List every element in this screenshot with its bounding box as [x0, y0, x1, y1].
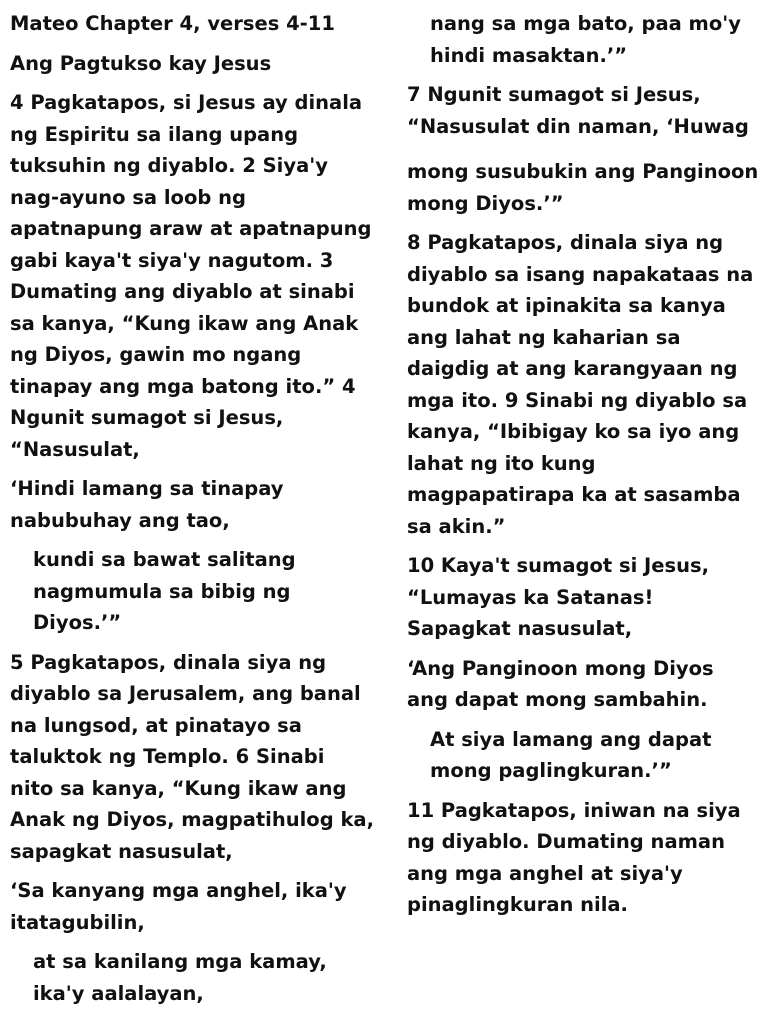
scripture-quote-line: ‘Ang Panginoon mong Diyos ang dapat mong sambahin.: [407, 656, 714, 711]
scripture-quote-line: nang sa mga bato, paa mo'y hindi masaktan.’”: [430, 12, 741, 67]
verse-paragraph: 5 Pagkatapos, dinala siya ng diyablo sa Jerusalem, ang banal na lungsod, at pinatayo sa taluktok ng Templo. 6 Sinabi nito sa kanya, “Kung ikaw ang Anak ng Diyos, magpatihulog ka, sapagkat nasusulat,: [10, 650, 374, 863]
left-text-column: [10, 8, 374, 1017]
verse-paragraph: 11 Pagkatapos, iniwan na siya ng diyablo. Dumating naman ang mga anghel at siya'y pinaglingkuran nila.: [407, 798, 741, 916]
section-heading: Ang Pagtukso kay Jesus: [10, 51, 272, 75]
verse-paragraph: 8 Pagkatapos, dinala siya ng diyablo sa isang napakataas na bundok at ipinakita sa kanya ang lahat ng kaharian sa daigdig at ang karangyaan ng mga ito. 9 Sinabi ng diyablo sa kanya, “Ibibigay ko sa iyo ang lahat ng ito kung magpapatirapa ka at sasamba sa akin.”: [407, 231, 754, 538]
verse-paragraph: 10 Kaya't sumagot si Jesus, “Lumayas ka Satanas! Sapagkat nasusulat,: [407, 554, 710, 640]
document-title: Mateo Chapter 4, verses 4-11: [10, 12, 335, 35]
right-text-column: [407, 8, 759, 929]
scripture-quote-line: At siya lamang ang dapat mong paglingkuran.’”: [430, 727, 712, 782]
scripture-quote-line: ‘Sa kanyang mga anghel, ika'y itatagubilin,: [10, 879, 347, 934]
verse-paragraph: mong susubukin ang Panginoon mong Diyos.’”: [407, 160, 759, 215]
verse-paragraph: 4 Pagkatapos, si Jesus ay dinala ng Espiritu sa ilang upang tuksuhin ng diyablo. 2 Siya'y nag-ayuno sa loob ng apatnapung araw at apatnapung gabi kaya't siya'y nagutom. 3 Dumating ang diyablo at sinabi sa kanya, “Kung ikaw ang Anak ng Diyos, gawin mo ngang tinapay ang mga batong ito.” 4 Ngunit sumagot si Jesus, “Nasusulat,: [10, 91, 372, 461]
scripture-quote-line: at sa kanilang mga kamay, ika'y aalalayan,: [33, 950, 327, 1005]
scripture-quote-line: kundi sa bawat salitang nagmumula sa bibig ng Diyos.’”: [33, 548, 296, 634]
verse-paragraph: 7 Ngunit sumagot si Jesus, “Nasusulat din naman, ‘Huwag: [407, 83, 749, 138]
scripture-quote-line: ‘Hindi lamang sa tinapay nabubuhay ang tao,: [10, 477, 284, 532]
